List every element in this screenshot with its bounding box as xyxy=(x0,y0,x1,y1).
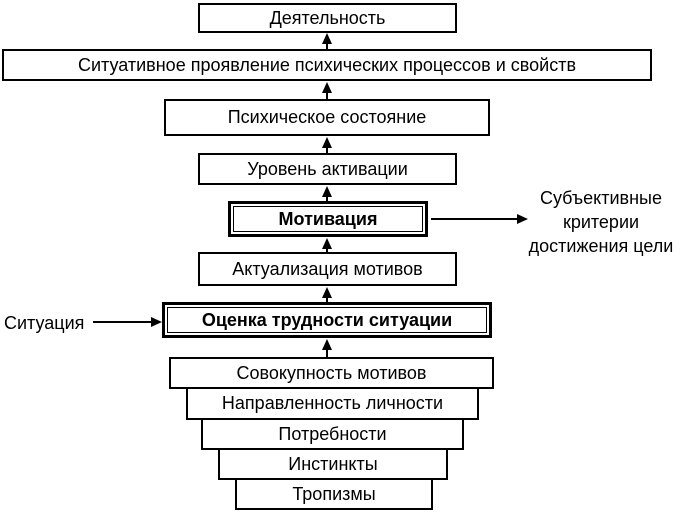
situation-label: Ситуация xyxy=(4,313,85,333)
arrow-up-4-line xyxy=(326,195,328,201)
node-instincts: Инстинкты xyxy=(218,448,448,480)
node-motive-set: Совокупность мотивов xyxy=(169,357,494,389)
arrow-up-1-line xyxy=(326,42,328,49)
node-situation-difficulty-inner-frame xyxy=(167,307,487,333)
node-situational-manifestation: Ситуативное проявление психических процессов и свойств xyxy=(2,49,652,81)
node-tropisms: Тропизмы xyxy=(235,478,433,510)
subjective-criteria-line-2: критерии xyxy=(562,212,640,232)
node-personality-orientation: Направленность личности xyxy=(186,387,479,420)
subjective-criteria-label xyxy=(520,186,682,258)
arrow-up-6-line xyxy=(326,296,328,302)
node-activation-level: Уровень активации xyxy=(198,153,457,185)
node-mental-state: Психическое состояние xyxy=(164,99,490,136)
arrow-up-5-line xyxy=(326,247,328,252)
node-motive-actualization: Актуализация мотивов xyxy=(198,252,457,286)
node-needs: Потребности xyxy=(201,418,464,450)
arrow-up-2-line xyxy=(326,91,328,99)
arrow-situation-icon xyxy=(151,317,162,327)
subjective-criteria-line-3: достижения цели xyxy=(528,236,674,256)
node-activity: Деятельность xyxy=(198,3,457,33)
node-motivation xyxy=(228,201,428,237)
arrow-up-7-line xyxy=(326,348,328,357)
node-motivation-label: Мотивация xyxy=(278,208,378,229)
node-situation-difficulty-assessment xyxy=(162,302,492,338)
subjective-criteria-line-1: Субъективные xyxy=(539,188,662,208)
node-situation-difficulty-label: Оценка трудности ситуации xyxy=(201,309,453,330)
arrow-situation-line xyxy=(93,321,151,323)
arrow-up-3-line xyxy=(326,146,328,153)
node-motivation-inner-frame xyxy=(233,206,423,232)
arrow-criteria-line xyxy=(431,218,517,220)
